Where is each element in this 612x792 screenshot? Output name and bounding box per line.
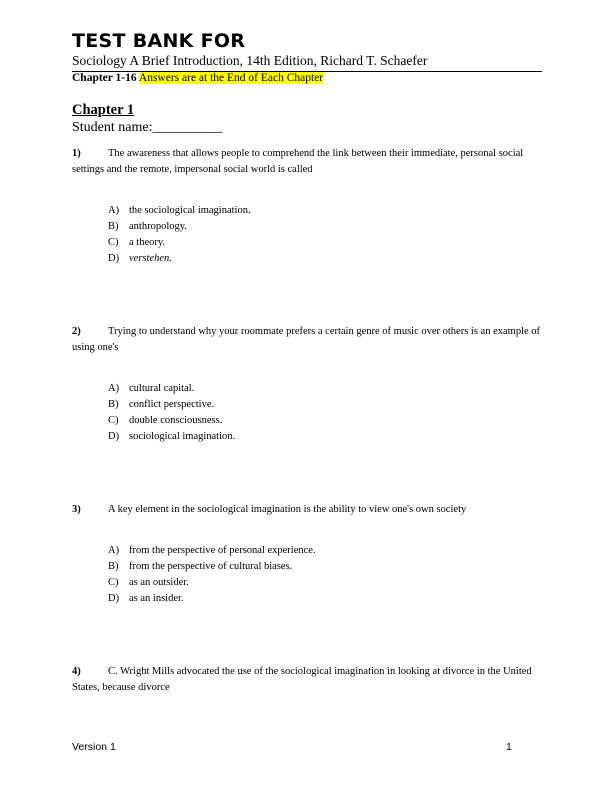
chapter-range-line	[72, 72, 323, 84]
option-text: double consciousness.	[129, 415, 223, 426]
option-c	[108, 413, 235, 429]
option-text: the sociological imagination.	[129, 205, 251, 216]
option-letter: A)	[108, 205, 120, 216]
option-c	[108, 235, 251, 251]
question-1	[72, 146, 542, 178]
chapter-range: Chapter 1-16	[72, 72, 137, 84]
option-text: sociological imagination.	[129, 431, 236, 442]
option-letter: B)	[108, 221, 119, 232]
option-text: from the perspective of personal experience.	[129, 545, 316, 556]
answers-note-highlight: Answers are at the End of Each Chapter	[138, 72, 324, 84]
option-text: conflict perspective.	[129, 399, 215, 410]
question-text: The awareness that allows people to comprehend the link between their immediate, personal social settings and the remote, impersonal social world is called	[72, 148, 524, 175]
option-text: from the perspective of cultural biases.	[129, 561, 293, 572]
option-a	[108, 543, 316, 559]
question-number: 1)	[72, 148, 81, 159]
option-d	[108, 251, 251, 267]
chapter-title: Chapter 1	[72, 102, 135, 118]
question-2-options	[108, 381, 235, 445]
option-text: as an outsider.	[129, 577, 189, 588]
book-subtitle: Sociology A Brief Introduction, 14th Edition, Richard T. Schaefer	[72, 53, 428, 68]
option-letter: D)	[108, 593, 120, 604]
question-number: 2)	[72, 326, 81, 337]
option-d	[108, 591, 316, 607]
option-letter: B)	[108, 561, 119, 572]
option-b	[108, 559, 316, 575]
option-b	[108, 397, 235, 413]
option-text: as an insider.	[129, 593, 184, 604]
option-letter: D)	[108, 431, 120, 442]
brand-heading: TEST BANK FOR	[72, 30, 246, 52]
question-text: A key element in the sociological imagination is the ability to view one's own society	[108, 504, 467, 515]
footer-page-number: 1	[506, 741, 512, 753]
option-letter: C)	[108, 237, 119, 248]
option-text: anthropology.	[129, 221, 187, 232]
option-letter: A)	[108, 545, 120, 556]
option-letter: B)	[108, 399, 119, 410]
student-name-line: Student name:__________	[72, 120, 223, 135]
option-b	[108, 219, 251, 235]
option-d	[108, 429, 235, 445]
question-2	[72, 324, 542, 356]
option-a	[108, 381, 235, 397]
option-letter: A)	[108, 383, 120, 394]
option-letter: C)	[108, 415, 119, 426]
option-text: verstehen.	[129, 253, 172, 264]
question-number: 3)	[72, 504, 81, 515]
option-letter: D)	[108, 253, 120, 264]
footer-version: Version 1	[72, 741, 116, 753]
option-a	[108, 203, 251, 219]
option-text: cultural capital.	[129, 383, 195, 394]
question-4	[72, 664, 542, 696]
question-3-options	[108, 543, 316, 607]
option-text: a theory.	[129, 237, 166, 248]
question-text: C. Wright Mills advocated the use of the sociological imagination in looking at divorce in the United States, because divorce	[72, 666, 532, 693]
question-text: Trying to understand why your roommate prefers a certain genre of music over others is an example of using one's	[72, 326, 541, 353]
question-1-options	[108, 203, 251, 267]
question-number: 4)	[72, 666, 81, 677]
option-letter: C)	[108, 577, 119, 588]
option-c	[108, 575, 316, 591]
question-3	[72, 502, 542, 518]
